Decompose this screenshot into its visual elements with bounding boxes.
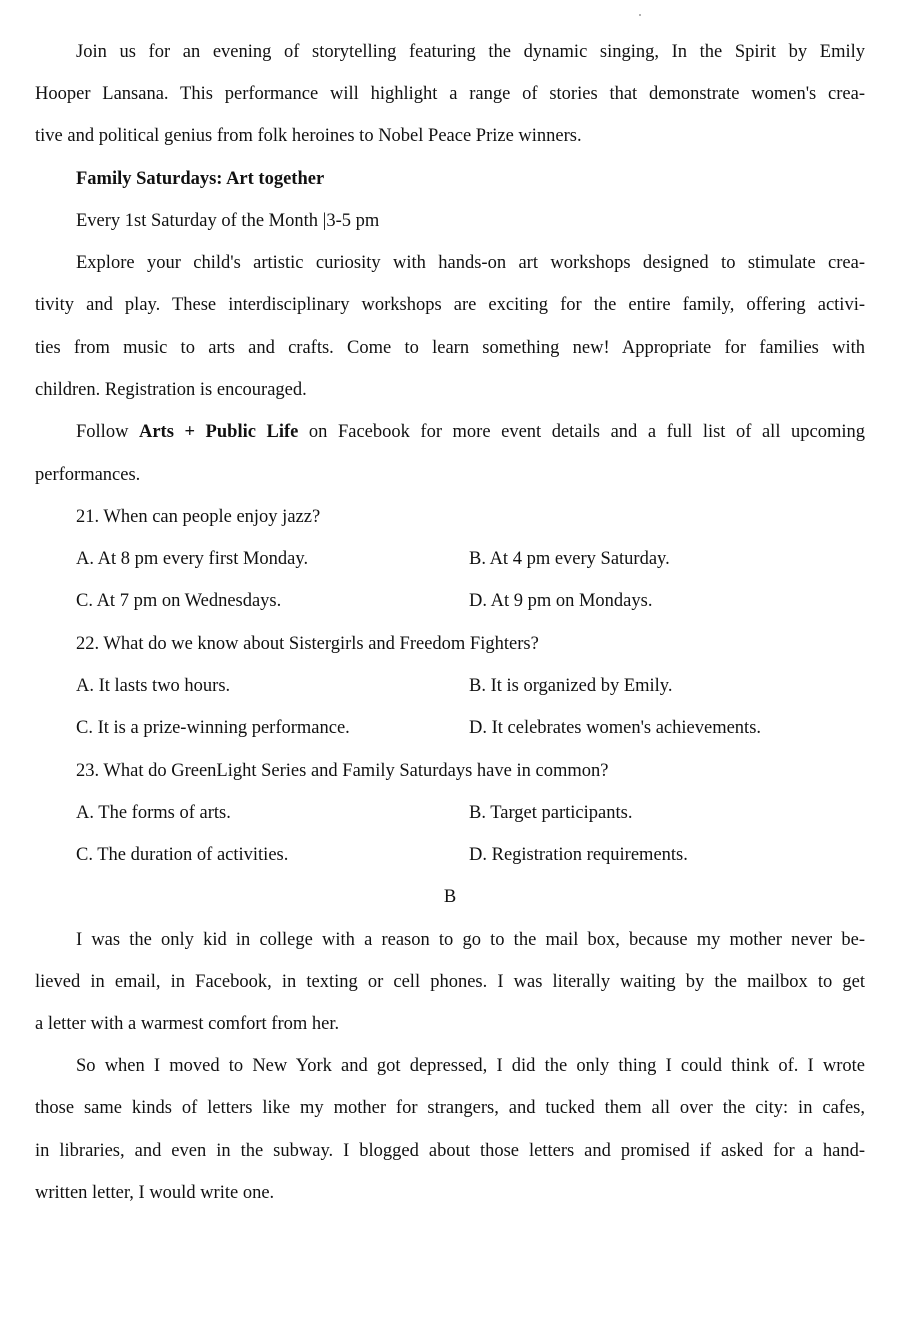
option-c: C. It is a prize-winning performance. (76, 718, 350, 738)
paragraph-line: performances. (35, 465, 141, 485)
follow-line (76, 418, 865, 446)
paragraph-line: Join us for an evening of storytelling featuring the dynamic singing, In the Spirit by Emily (76, 42, 865, 62)
paragraph-line: ties from music to arts and crafts. Come to learn something new! Appropriate for families with (35, 338, 865, 358)
question-stem: 22. What do we know about Sistergirls and Freedom Fighters? (76, 634, 539, 654)
option-a: A. It lasts two hours. (76, 676, 231, 696)
paragraph-line: Hooper Lansana. This performance will highlight a range of stories that demonstrate women's crea- (35, 84, 865, 104)
follow-org-name: Arts + Public Life (138, 422, 299, 442)
option-b: B. Target participants. (469, 803, 633, 823)
option-b: B. It is organized by Emily. (469, 676, 673, 696)
paragraph-line: tive and political genius from folk heroines to Nobel Peace Prize winners. (35, 126, 582, 146)
paragraph-line: those same kinds of letters like my mother for strangers, and tucked them all over the city: in cafes, (35, 1098, 865, 1118)
paragraph-line: a letter with a warmest comfort from her. (35, 1014, 340, 1034)
question-stem: 23. What do GreenLight Series and Family Saturdays have in common? (76, 761, 609, 781)
option-a: A. At 8 pm every first Monday. (76, 549, 309, 569)
event-title: Family Saturdays: Art together (76, 169, 325, 189)
paragraph-line: in libraries, and even in the subway. I blogged about those letters and promised if asked for a hand- (35, 1141, 865, 1161)
section-heading: B (443, 887, 457, 907)
paragraph-line: Explore your child's artistic curiosity with hands-on art workshops designed to stimulate crea- (76, 253, 865, 273)
paragraph-line: tivity and play. These interdisciplinary workshops are exciting for the entire family, offering activi- (35, 295, 865, 315)
option-b: B. At 4 pm every Saturday. (469, 549, 670, 569)
follow-after: on Facebook for more event details and a full list of all upcoming (298, 422, 865, 442)
follow-before: Follow (76, 422, 139, 442)
paragraph-line: children. Registration is encouraged. (35, 380, 307, 400)
paragraph-line: lieved in email, in Facebook, in texting or cell phones. I was literally waiting by the mailbox to get (35, 972, 865, 992)
paragraph-line: I was the only kid in college with a reason to go to the mail box, because my mother never be- (76, 930, 865, 950)
option-c: C. The duration of activities. (76, 845, 289, 865)
option-a: A. The forms of arts. (76, 803, 231, 823)
scan-mark (639, 14, 641, 16)
option-d: D. Registration requirements. (469, 845, 688, 865)
paragraph-line: written letter, I would write one. (35, 1183, 275, 1203)
option-d: D. It celebrates women's achievements. (469, 718, 762, 738)
option-d: D. At 9 pm on Mondays. (469, 591, 653, 611)
event-time: Every 1st Saturday of the Month |3-5 pm (76, 211, 380, 231)
option-c: C. At 7 pm on Wednesdays. (76, 591, 282, 611)
paragraph-line: So when I moved to New York and got depressed, I did the only thing I could think of. I wrote (76, 1056, 865, 1076)
question-stem: 21. When can people enjoy jazz? (76, 507, 321, 527)
